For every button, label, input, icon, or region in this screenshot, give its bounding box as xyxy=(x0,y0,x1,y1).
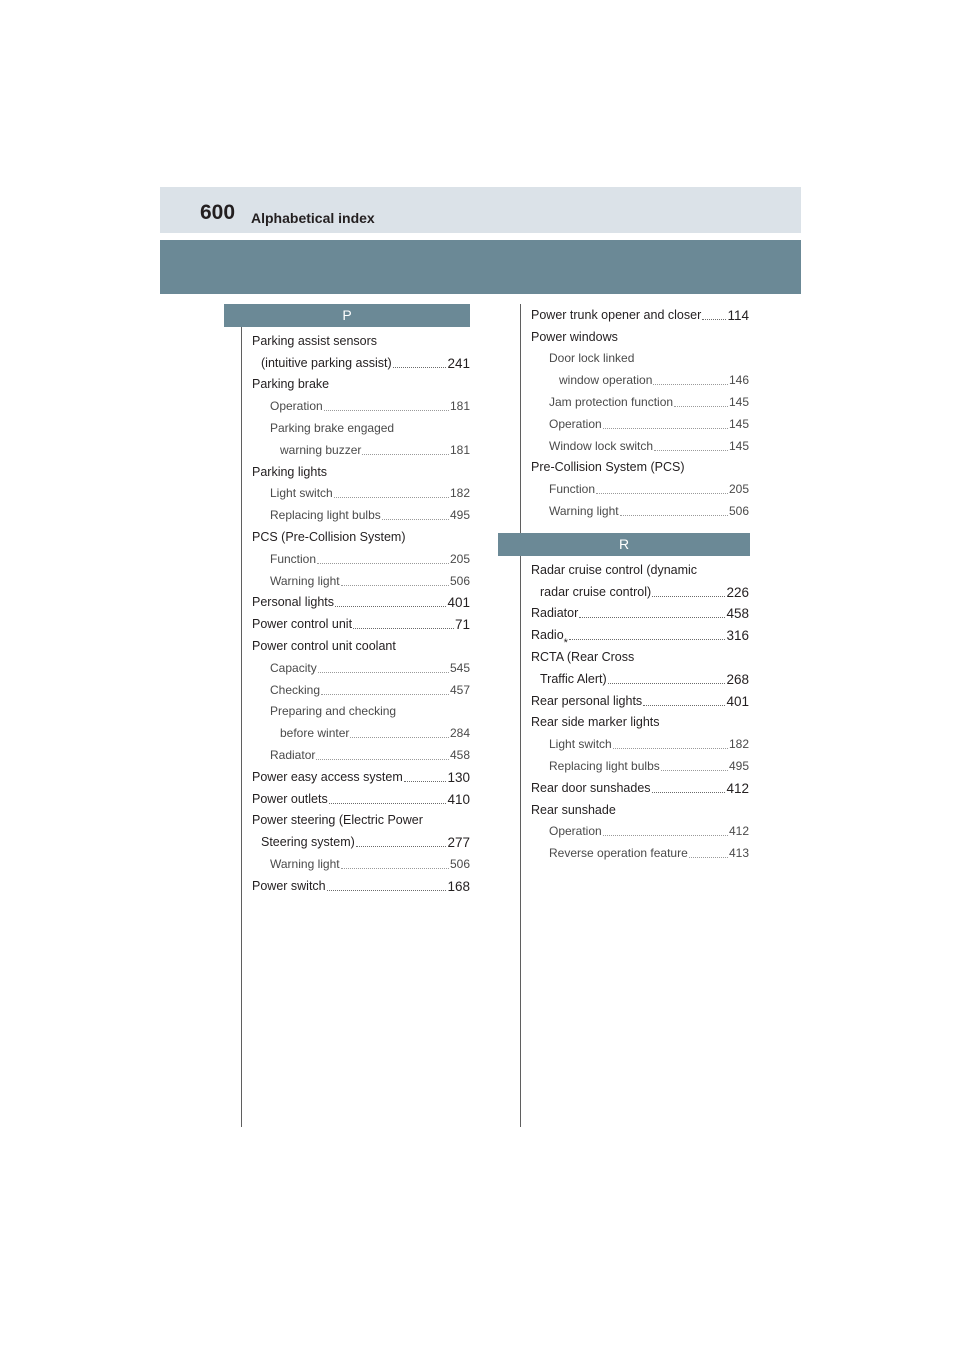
index-entry-text: PCS (Pre-Collision System) xyxy=(252,529,406,544)
dot-leader xyxy=(321,694,449,695)
dot-leader xyxy=(653,384,728,385)
dot-leader xyxy=(661,770,728,771)
index-entry-text: Parking brake xyxy=(252,377,330,392)
index-entry xyxy=(531,839,749,861)
index-entry-page[interactable]: 130 xyxy=(447,769,470,785)
index-entry xyxy=(531,818,749,840)
index-entry-text: Warning light xyxy=(270,856,340,871)
index-entry-page[interactable]: 458 xyxy=(726,606,749,622)
index-entry-text: Rear personal lights xyxy=(531,693,643,708)
index-entry-page[interactable]: 146 xyxy=(728,373,749,388)
index-entry-page[interactable]: 412 xyxy=(728,824,749,839)
dot-leader xyxy=(652,792,726,793)
index-entry xyxy=(252,850,470,872)
index-entry-page[interactable]: 226 xyxy=(726,584,749,600)
index-entry xyxy=(252,567,470,589)
dot-leader xyxy=(334,497,449,498)
index-entry-text: Replacing light bulbs xyxy=(549,758,660,773)
index-entry-page[interactable]: 205 xyxy=(728,482,749,497)
dot-leader xyxy=(608,683,726,684)
index-entry-text: (intuitive parking assist) xyxy=(261,355,392,370)
left-entry-list xyxy=(252,327,470,894)
right-column-rule xyxy=(520,304,521,1127)
index-entry xyxy=(531,578,749,600)
index-entry-text: Radiator xyxy=(270,747,316,762)
page-number: 600 xyxy=(200,201,236,224)
index-entry-text: Power easy access system xyxy=(252,769,403,784)
dot-leader xyxy=(603,835,728,836)
index-entry xyxy=(252,327,470,349)
header-title: Alphabetical index xyxy=(251,210,375,226)
index-entry xyxy=(531,687,749,709)
index-entry xyxy=(531,301,749,323)
index-entry-text: Preparing and checking xyxy=(270,704,397,719)
index-entry xyxy=(531,366,749,388)
dot-leader xyxy=(324,410,449,411)
dot-leader xyxy=(356,846,447,847)
index-entry-text: Function xyxy=(270,551,317,566)
index-entry: Radio * 316 xyxy=(531,628,749,650)
index-entry xyxy=(252,371,470,393)
dot-leader xyxy=(613,748,728,749)
right-entry-list-top xyxy=(531,301,749,519)
index-entry xyxy=(252,741,470,763)
index-entry-page[interactable]: 545 xyxy=(449,660,470,675)
index-entry-page[interactable]: 495 xyxy=(449,508,470,523)
index-entry xyxy=(531,388,749,410)
index-entry xyxy=(531,323,749,345)
index-entry xyxy=(252,589,470,611)
index-entry-page[interactable]: 457 xyxy=(449,682,470,697)
left-column xyxy=(252,304,470,894)
index-entry xyxy=(252,501,470,523)
index-entry-page[interactable]: 268 xyxy=(726,671,749,687)
index-entry-text: Radio xyxy=(531,628,564,643)
index-entry-text: RCTA (Rear Cross xyxy=(531,649,635,664)
index-entry-text: Door lock linked xyxy=(549,351,635,366)
index-entry-text: Operation xyxy=(549,416,602,431)
dot-leader xyxy=(579,617,725,618)
index-entry xyxy=(252,349,470,371)
index-entry-text: Warning light xyxy=(549,503,619,518)
index-entry-page[interactable]: 506 xyxy=(728,503,749,518)
index-entry-page[interactable]: 205 xyxy=(449,551,470,566)
section-tint-band xyxy=(160,240,801,294)
index-entry-text: Function xyxy=(549,482,596,497)
dot-leader xyxy=(404,781,447,782)
index-entry-text: Parking assist sensors xyxy=(252,333,378,348)
index-entry-page[interactable]: 413 xyxy=(728,846,749,861)
index-entry-text: Power windows xyxy=(531,329,618,344)
index-entry-text: Steering system) xyxy=(261,835,355,850)
index-entry xyxy=(252,610,470,632)
dot-leader xyxy=(335,606,446,607)
index-entry xyxy=(252,654,470,676)
dot-leader xyxy=(327,890,447,891)
index-entry-text: Light switch xyxy=(270,486,333,501)
index-entry-text: Parking brake engaged xyxy=(270,420,395,435)
index-entry-page[interactable]: 410 xyxy=(447,791,470,807)
index-entry-page[interactable]: 145 xyxy=(728,438,749,453)
dot-leader xyxy=(689,857,728,858)
index-entry-page[interactable]: 241 xyxy=(447,355,470,371)
index-entry-text: radar cruise control) xyxy=(540,584,652,599)
dot-leader xyxy=(318,672,449,673)
index-entry-text: Warning light xyxy=(270,573,340,588)
index-entry xyxy=(531,774,749,796)
dot-leader xyxy=(596,493,728,494)
index-entry-page[interactable]: 168 xyxy=(447,878,470,894)
index-entry-page[interactable]: 182 xyxy=(449,486,470,501)
dot-leader xyxy=(569,639,726,640)
index-entry xyxy=(252,414,470,436)
index-entry-text: Power control unit xyxy=(252,617,353,632)
index-entry xyxy=(531,345,749,367)
index-entry-page[interactable]: 401 xyxy=(447,595,470,611)
dot-leader xyxy=(341,868,449,869)
dot-leader xyxy=(393,367,447,368)
index-entry xyxy=(252,632,470,654)
dot-leader xyxy=(341,585,449,586)
index-entry-text: Checking xyxy=(270,682,321,697)
index-entry-text: Power control unit coolant xyxy=(252,638,396,653)
index-entry-text: Traffic Alert) xyxy=(540,671,607,686)
index-entry-page[interactable]: 495 xyxy=(728,758,749,773)
index-entry xyxy=(531,665,749,687)
index-entry-text: Radar cruise control (dynamic xyxy=(531,562,698,577)
index-entry xyxy=(531,497,749,519)
index-entry xyxy=(252,676,470,698)
index-entry-text: Power outlets xyxy=(252,791,328,806)
index-entry xyxy=(252,828,470,850)
index-entry-text: Replacing light bulbs xyxy=(270,508,381,523)
index-entry-text: Power trunk opener and closer xyxy=(531,307,702,322)
index-entry xyxy=(252,392,470,414)
index-entry-page[interactable]: 181 xyxy=(449,442,470,457)
index-entry-text: Light switch xyxy=(549,737,612,752)
index-entry xyxy=(252,763,470,785)
right-column xyxy=(531,304,749,861)
index-entry xyxy=(531,556,749,578)
index-entry-text: Pre-Collision System (PCS) xyxy=(531,460,685,475)
index-entry xyxy=(252,436,470,458)
dot-leader xyxy=(674,406,728,407)
index-entry-text: Power steering (Electric Power xyxy=(252,813,423,828)
dot-leader xyxy=(316,759,449,760)
index-entry-page[interactable]: 412 xyxy=(726,780,749,796)
index-entry-text: Operation xyxy=(549,824,602,839)
index-entry-page[interactable]: 277 xyxy=(447,835,470,851)
dot-leader xyxy=(643,705,725,706)
index-entry xyxy=(252,807,470,829)
right-entry-list-bottom xyxy=(531,556,749,861)
index-entry-text: Rear side marker lights xyxy=(531,715,660,730)
dot-leader xyxy=(362,454,449,455)
index-entry xyxy=(531,752,749,774)
index-entry-page[interactable]: 506 xyxy=(449,573,470,588)
dot-leader xyxy=(382,519,449,520)
dot-leader xyxy=(620,515,728,516)
index-entry-page[interactable]: 284 xyxy=(449,726,470,741)
left-column-rule xyxy=(241,304,242,1127)
dot-leader xyxy=(652,596,725,597)
dot-leader xyxy=(702,319,726,320)
index-entry-text: Jam protection function xyxy=(549,394,674,409)
index-entry-text: Window lock switch xyxy=(549,438,654,453)
index-entry xyxy=(252,872,470,894)
dot-leader xyxy=(603,428,728,429)
index-entry-page[interactable]: 114 xyxy=(727,307,749,323)
section-header-p: P xyxy=(224,304,470,327)
index-entry-page[interactable]: 316 xyxy=(726,628,749,644)
dot-leader xyxy=(317,563,449,564)
index-entry xyxy=(531,432,749,454)
index-entry xyxy=(252,545,470,567)
index-entry-page[interactable]: 145 xyxy=(728,394,749,409)
index-entry xyxy=(531,454,749,476)
index-entry xyxy=(252,719,470,741)
index-entry xyxy=(531,475,749,497)
index-entry-page[interactable]: 401 xyxy=(726,693,749,709)
index-entry-text: Reverse operation feature xyxy=(549,846,688,861)
index-entry-text: Operation xyxy=(270,399,323,414)
index-entry-text: Capacity xyxy=(270,660,317,675)
index-entry xyxy=(531,730,749,752)
dot-leader xyxy=(350,737,449,738)
index-entry-text: Rear door sunshades xyxy=(531,780,651,795)
index-entry xyxy=(252,480,470,502)
index-entry-text: window operation xyxy=(559,373,653,388)
index-entry-text: Power switch xyxy=(252,878,326,893)
index-entry xyxy=(252,698,470,720)
index-entry-page[interactable]: 506 xyxy=(449,856,470,871)
index-entry-text: Personal lights xyxy=(252,595,334,610)
index-entry-text: Rear sunshade xyxy=(531,802,616,817)
index-entry-text: Parking lights xyxy=(252,464,328,479)
index-entry xyxy=(252,785,470,807)
index-entry-page[interactable]: 182 xyxy=(728,737,749,752)
index-entry-page[interactable]: 181 xyxy=(449,399,470,414)
index-entry xyxy=(252,523,470,545)
index-entry xyxy=(531,410,749,432)
index-entry-text: Radiator xyxy=(531,606,579,621)
index-entry-text: warning buzzer xyxy=(280,442,362,457)
index-entry-page[interactable]: 458 xyxy=(449,747,470,762)
index-entry xyxy=(531,709,749,731)
dot-leader xyxy=(329,803,447,804)
index-entry-page[interactable]: 145 xyxy=(728,416,749,431)
index-entry xyxy=(252,458,470,480)
section-header-r: R xyxy=(498,533,750,556)
index-entry xyxy=(531,796,749,818)
index-entry-page[interactable]: 71 xyxy=(454,617,470,633)
index-entry xyxy=(531,600,749,622)
dot-leader xyxy=(654,450,728,451)
dot-leader xyxy=(353,628,454,629)
index-entry-text: before winter xyxy=(280,726,350,741)
